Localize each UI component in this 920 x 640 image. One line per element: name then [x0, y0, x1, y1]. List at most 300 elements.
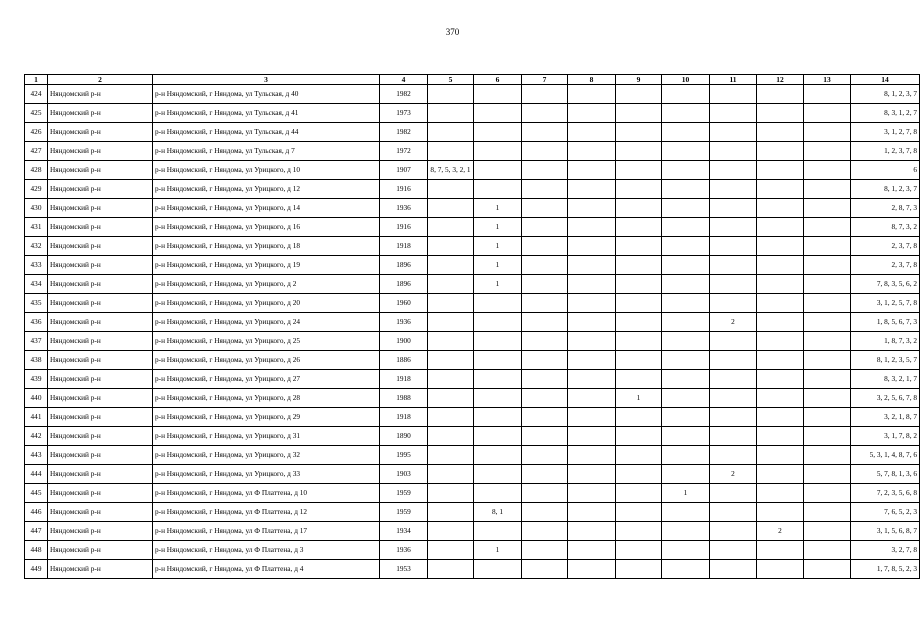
table-cell	[757, 389, 804, 408]
table-cell	[804, 161, 851, 180]
page-number: 370	[445, 27, 460, 37]
table-cell: 1	[474, 275, 522, 294]
table-cell	[804, 560, 851, 579]
table-cell: Няндомский р-н	[48, 199, 153, 218]
table-cell	[616, 294, 662, 313]
table-cell	[522, 294, 568, 313]
table-cell	[428, 180, 474, 199]
table-cell	[568, 142, 616, 161]
table-cell	[757, 465, 804, 484]
table-cell	[568, 465, 616, 484]
table-cell	[522, 408, 568, 427]
table-cell: 3, 1, 7, 8, 2	[851, 427, 920, 446]
table-cell	[616, 351, 662, 370]
table-cell	[474, 427, 522, 446]
table-cell: 3, 1, 2, 7, 8	[851, 123, 920, 142]
table-cell	[474, 180, 522, 199]
table-cell	[474, 465, 522, 484]
table-cell	[662, 389, 710, 408]
column-header: 14	[851, 75, 920, 85]
table-cell: Няндомский р-н	[48, 104, 153, 123]
table-cell	[474, 332, 522, 351]
table-cell: р-н Няндомский, г Няндома, ул Ф Платтена, д 17	[153, 522, 380, 541]
table-cell: Няндомский р-н	[48, 484, 153, 503]
table-cell: 3, 2, 5, 6, 7, 8	[851, 389, 920, 408]
table-cell: 2, 8, 7, 3	[851, 199, 920, 218]
table-cell	[804, 256, 851, 275]
table-cell: Няндомский р-н	[48, 351, 153, 370]
table-cell: 1900	[380, 332, 428, 351]
table-cell	[804, 351, 851, 370]
table-cell	[568, 275, 616, 294]
table-cell	[757, 85, 804, 104]
table-cell	[662, 256, 710, 275]
table-cell	[710, 351, 757, 370]
table-cell: 3, 2, 7, 8	[851, 541, 920, 560]
table-cell: 5, 7, 8, 1, 3, 6	[851, 465, 920, 484]
table-cell: р-н Няндомский, г Няндома, ул Урицкого, д 29	[153, 408, 380, 427]
table-cell: р-н Няндомский, г Няндома, ул Урицкого, д 32	[153, 446, 380, 465]
table-cell	[710, 522, 757, 541]
table-cell: 8, 3, 2, 1, 7	[851, 370, 920, 389]
table-cell	[522, 370, 568, 389]
table-cell	[804, 218, 851, 237]
table-cell	[428, 351, 474, 370]
table-row	[25, 275, 920, 294]
table-cell	[568, 427, 616, 446]
table-cell	[662, 427, 710, 446]
table-cell: 1972	[380, 142, 428, 161]
table-row	[25, 503, 920, 522]
table-cell	[710, 389, 757, 408]
table-cell	[568, 522, 616, 541]
table-row	[25, 351, 920, 370]
table-cell	[662, 446, 710, 465]
table-cell: р-н Няндомский, г Няндома, ул Урицкого, д 26	[153, 351, 380, 370]
table-cell	[710, 541, 757, 560]
table-cell	[474, 560, 522, 579]
table-cell	[568, 408, 616, 427]
table-cell: 425	[25, 104, 48, 123]
table-cell: 1995	[380, 446, 428, 465]
table-cell	[757, 484, 804, 503]
table-cell	[804, 503, 851, 522]
table-cell	[662, 465, 710, 484]
table-cell: Няндомский р-н	[48, 142, 153, 161]
table-cell: 424	[25, 85, 48, 104]
table-cell	[568, 218, 616, 237]
table-cell	[757, 503, 804, 522]
table-cell: Няндомский р-н	[48, 560, 153, 579]
table-cell	[428, 104, 474, 123]
table-cell: 8, 1, 2, 3, 5, 7	[851, 351, 920, 370]
table-cell: Няндомский р-н	[48, 123, 153, 142]
table-cell: Няндомский р-н	[48, 503, 153, 522]
table-cell: 6	[851, 161, 920, 180]
table-cell	[616, 275, 662, 294]
table-cell	[710, 275, 757, 294]
table-cell	[804, 332, 851, 351]
table-cell: р-н Няндомский, г Няндома, ул Урицкого, д 14	[153, 199, 380, 218]
table-cell: 7, 6, 5, 2, 3	[851, 503, 920, 522]
table-cell: р-н Няндомский, г Няндома, ул Тульская, д 41	[153, 104, 380, 123]
table-cell	[616, 522, 662, 541]
table-cell	[522, 275, 568, 294]
table-cell	[757, 427, 804, 446]
table-cell	[428, 313, 474, 332]
table-cell	[757, 408, 804, 427]
table-cell	[616, 484, 662, 503]
table-row	[25, 256, 920, 275]
table-cell: Няндомский р-н	[48, 427, 153, 446]
table-cell	[757, 351, 804, 370]
table-cell	[428, 237, 474, 256]
table-cell: 8, 7, 5, 3, 2, 1	[428, 161, 474, 180]
table-cell	[757, 332, 804, 351]
table-cell	[474, 370, 522, 389]
table-row	[25, 465, 920, 484]
table-cell	[662, 560, 710, 579]
table-cell	[710, 180, 757, 199]
table-cell	[757, 275, 804, 294]
table-cell: р-н Няндомский, г Няндома, ул Тульская, д 7	[153, 142, 380, 161]
table-cell	[616, 123, 662, 142]
table-cell	[616, 541, 662, 560]
table-row	[25, 123, 920, 142]
table-cell: 429	[25, 180, 48, 199]
table-cell	[804, 85, 851, 104]
table-row	[25, 541, 920, 560]
table-cell	[804, 237, 851, 256]
table-row	[25, 85, 920, 104]
table-cell	[522, 161, 568, 180]
table-cell	[428, 275, 474, 294]
table-cell	[568, 123, 616, 142]
table-cell: 8, 3, 1, 2, 7	[851, 104, 920, 123]
table-row	[25, 389, 920, 408]
table-cell	[616, 104, 662, 123]
table-cell	[522, 85, 568, 104]
table-cell	[522, 503, 568, 522]
table-cell: р-н Няндомский, г Няндома, ул Урицкого, д 12	[153, 180, 380, 199]
table-cell: 432	[25, 237, 48, 256]
column-header: 7	[522, 75, 568, 85]
table-cell: 446	[25, 503, 48, 522]
table-cell	[522, 351, 568, 370]
table-cell	[662, 503, 710, 522]
table-cell: Няндомский р-н	[48, 237, 153, 256]
table-cell	[522, 446, 568, 465]
table-cell	[757, 199, 804, 218]
column-header: 3	[153, 75, 380, 85]
table-cell: 445	[25, 484, 48, 503]
column-header: 5	[428, 75, 474, 85]
table-cell	[804, 408, 851, 427]
table-cell: 431	[25, 218, 48, 237]
table-cell: р-н Няндомский, г Няндома, ул Ф Платтена, д 4	[153, 560, 380, 579]
column-header: 13	[804, 75, 851, 85]
table-row	[25, 522, 920, 541]
column-header: 2	[48, 75, 153, 85]
table-cell	[804, 313, 851, 332]
table-cell: 2	[710, 313, 757, 332]
table-cell	[522, 104, 568, 123]
table-cell	[428, 370, 474, 389]
table-cell	[662, 123, 710, 142]
table-cell: 2	[710, 465, 757, 484]
table-cell	[474, 389, 522, 408]
table-cell	[662, 313, 710, 332]
table-cell	[804, 370, 851, 389]
table-cell	[804, 180, 851, 199]
table-cell: 7, 2, 3, 5, 6, 8	[851, 484, 920, 503]
table-cell: р-н Няндомский, г Няндома, ул Урицкого, д 25	[153, 332, 380, 351]
table-cell: 1988	[380, 389, 428, 408]
table-cell	[757, 161, 804, 180]
table-cell: 442	[25, 427, 48, 446]
table-row	[25, 446, 920, 465]
table-row	[25, 370, 920, 389]
table-cell	[568, 351, 616, 370]
table-cell	[522, 484, 568, 503]
table-cell	[804, 465, 851, 484]
table-row	[25, 484, 920, 503]
table-cell	[522, 237, 568, 256]
table-cell	[662, 161, 710, 180]
table-cell: р-н Няндомский, г Няндома, ул Ф Платтена, д 12	[153, 503, 380, 522]
table-cell: Няндомский р-н	[48, 389, 153, 408]
table-cell: р-н Няндомский, г Няндома, ул Урицкого, д 10	[153, 161, 380, 180]
table-cell	[662, 541, 710, 560]
table-row	[25, 294, 920, 313]
table-cell: Няндомский р-н	[48, 465, 153, 484]
table-cell: Няндомский р-н	[48, 256, 153, 275]
table-cell: 2, 3, 7, 8	[851, 256, 920, 275]
table-cell	[474, 522, 522, 541]
table-cell: 8, 1, 2, 3, 7	[851, 85, 920, 104]
table-cell	[662, 408, 710, 427]
table-cell: р-н Няндомский, г Няндома, ул Урицкого, д 2	[153, 275, 380, 294]
table-cell	[474, 85, 522, 104]
table-cell	[616, 313, 662, 332]
table-cell: 449	[25, 560, 48, 579]
table-cell: 1916	[380, 180, 428, 199]
table-cell	[616, 370, 662, 389]
table-cell: 7, 8, 3, 5, 6, 2	[851, 275, 920, 294]
table-cell	[804, 123, 851, 142]
table-cell	[474, 446, 522, 465]
table-cell: 1936	[380, 313, 428, 332]
table-cell	[710, 161, 757, 180]
table-cell	[428, 465, 474, 484]
column-header: 8	[568, 75, 616, 85]
table-cell	[428, 503, 474, 522]
table-cell	[428, 123, 474, 142]
table-cell: 1916	[380, 218, 428, 237]
table-cell	[522, 218, 568, 237]
table-cell	[616, 465, 662, 484]
table-cell	[710, 484, 757, 503]
table-cell	[522, 389, 568, 408]
table-cell	[474, 313, 522, 332]
table-cell: Няндомский р-н	[48, 313, 153, 332]
table-cell	[568, 370, 616, 389]
table-row	[25, 427, 920, 446]
table-cell: 441	[25, 408, 48, 427]
table-cell	[757, 370, 804, 389]
table-cell: Няндомский р-н	[48, 370, 153, 389]
table-cell: 1918	[380, 370, 428, 389]
table-cell	[804, 199, 851, 218]
table-cell	[710, 332, 757, 351]
table-cell	[616, 218, 662, 237]
table-cell	[522, 427, 568, 446]
table-cell	[474, 484, 522, 503]
table-cell: р-н Няндомский, г Няндома, ул Тульская, д 40	[153, 85, 380, 104]
table-cell: р-н Няндомский, г Няндома, ул Ф Платтена, д 3	[153, 541, 380, 560]
table-cell	[616, 256, 662, 275]
table-cell	[474, 104, 522, 123]
table-cell	[568, 503, 616, 522]
table-cell: 1890	[380, 427, 428, 446]
table-cell	[710, 256, 757, 275]
table-cell: 437	[25, 332, 48, 351]
table-cell	[428, 85, 474, 104]
column-header: 12	[757, 75, 804, 85]
table-cell	[568, 332, 616, 351]
table-cell: 1959	[380, 484, 428, 503]
table-cell: 1934	[380, 522, 428, 541]
table-cell: р-н Няндомский, г Няндома, ул Урицкого, д 18	[153, 237, 380, 256]
table-cell	[522, 123, 568, 142]
table-cell	[804, 142, 851, 161]
table-row	[25, 142, 920, 161]
table-cell	[568, 180, 616, 199]
table-cell	[757, 446, 804, 465]
table-cell	[710, 370, 757, 389]
table-cell	[568, 560, 616, 579]
table-cell	[568, 294, 616, 313]
table-cell: 1982	[380, 123, 428, 142]
table-cell: 5, 3, 1, 4, 8, 7, 6	[851, 446, 920, 465]
table-cell: 433	[25, 256, 48, 275]
table-cell	[804, 541, 851, 560]
table-cell	[710, 142, 757, 161]
table-cell	[710, 199, 757, 218]
table-cell	[616, 332, 662, 351]
table-cell: 1, 8, 5, 6, 7, 3	[851, 313, 920, 332]
table-cell: 1, 7, 8, 5, 2, 3	[851, 560, 920, 579]
table-cell: Няндомский р-н	[48, 218, 153, 237]
table-cell	[522, 332, 568, 351]
table-cell: 439	[25, 370, 48, 389]
table-cell: 3, 1, 5, 6, 8, 7	[851, 522, 920, 541]
table-cell	[804, 294, 851, 313]
table-cell	[757, 180, 804, 199]
table-cell	[710, 503, 757, 522]
table-cell: 427	[25, 142, 48, 161]
table-cell: 1982	[380, 85, 428, 104]
table-cell	[428, 427, 474, 446]
table-cell: 426	[25, 123, 48, 142]
table-cell: р-н Няндомский, г Няндома, ул Урицкого, д 31	[153, 427, 380, 446]
table-cell	[428, 446, 474, 465]
table-row	[25, 218, 920, 237]
table-cell: 8, 7, 3, 2	[851, 218, 920, 237]
table-row	[25, 104, 920, 123]
table-cell	[662, 332, 710, 351]
table-cell: 1918	[380, 408, 428, 427]
table-cell	[428, 294, 474, 313]
table-cell: 1960	[380, 294, 428, 313]
table-cell: 1	[474, 237, 522, 256]
table-cell	[757, 560, 804, 579]
table-cell: 443	[25, 446, 48, 465]
table-cell	[804, 446, 851, 465]
table-cell	[428, 218, 474, 237]
table-row	[25, 161, 920, 180]
table-cell	[568, 237, 616, 256]
table-cell	[710, 294, 757, 313]
table-cell	[757, 237, 804, 256]
table-cell	[804, 484, 851, 503]
table-cell	[757, 123, 804, 142]
table-cell: р-н Няндомский, г Няндома, ул Тульская, д 44	[153, 123, 380, 142]
table-cell	[710, 427, 757, 446]
table-row	[25, 408, 920, 427]
table-cell	[757, 142, 804, 161]
table-cell: 1918	[380, 237, 428, 256]
table-cell	[804, 522, 851, 541]
table-cell	[757, 104, 804, 123]
table-cell	[616, 446, 662, 465]
table-cell: 1	[474, 541, 522, 560]
table-row	[25, 332, 920, 351]
table-cell: 1973	[380, 104, 428, 123]
table-cell	[522, 465, 568, 484]
table-cell: р-н Няндомский, г Няндома, ул Урицкого, д 24	[153, 313, 380, 332]
table-cell: 2, 3, 7, 8	[851, 237, 920, 256]
table-cell	[474, 123, 522, 142]
table-cell: 2	[757, 522, 804, 541]
table-cell: 1	[474, 256, 522, 275]
table-row	[25, 180, 920, 199]
table-cell	[804, 104, 851, 123]
table-cell	[710, 408, 757, 427]
table-cell	[616, 503, 662, 522]
table-cell	[428, 142, 474, 161]
table-cell: 1896	[380, 256, 428, 275]
table-cell: Няндомский р-н	[48, 541, 153, 560]
table-body	[25, 85, 920, 579]
table-cell	[616, 237, 662, 256]
table-cell	[616, 85, 662, 104]
table-cell: р-н Няндомский, г Няндома, ул Урицкого, д 16	[153, 218, 380, 237]
table-cell	[662, 199, 710, 218]
table-cell	[428, 389, 474, 408]
table-cell: 1903	[380, 465, 428, 484]
table-cell: 448	[25, 541, 48, 560]
table-cell	[568, 256, 616, 275]
column-header: 4	[380, 75, 428, 85]
column-header: 6	[474, 75, 522, 85]
table-cell	[662, 351, 710, 370]
table-cell: Няндомский р-н	[48, 446, 153, 465]
table-row	[25, 313, 920, 332]
table-cell	[522, 313, 568, 332]
table-cell: 1	[616, 389, 662, 408]
table-cell	[662, 370, 710, 389]
